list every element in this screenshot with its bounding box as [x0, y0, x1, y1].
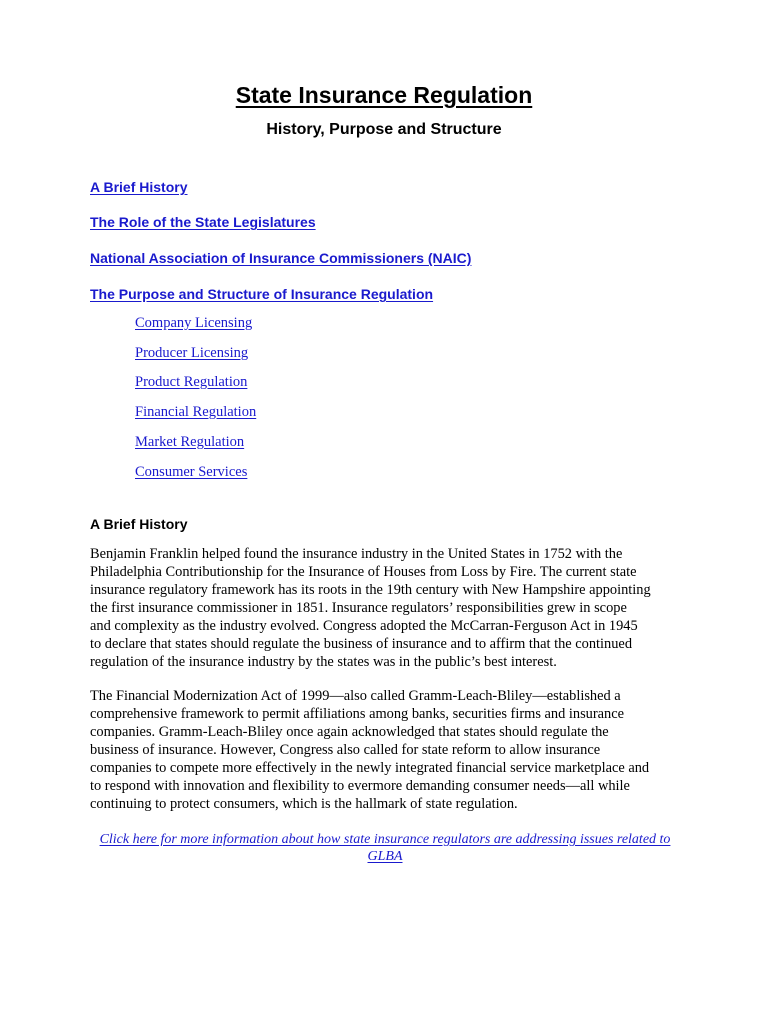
toc-sublink-producer-licensing[interactable]: Producer Licensing	[135, 345, 249, 361]
paragraph-line: the first insurance commissioner in 1851. Insurance regulators’ responsibilities grew in scope	[90, 600, 627, 616]
section-heading: A Brief History	[90, 516, 188, 532]
paragraph-line: comprehensive framework to permit affiliations among banks, securities firms and insurance	[90, 706, 625, 722]
paragraph-line: and complexity as the industry evolved. Congress adopted the McCarran-Ferguson Act in 1945	[90, 618, 638, 634]
toc-link-naic[interactable]: National Association of Insurance Commissioners (NAIC)	[90, 250, 472, 266]
paragraph-line: Philadelphia Contributionship for the Insurance of Houses from Loss by Fire. The current state	[90, 564, 637, 580]
toc-sublink-product-regulation[interactable]: Product Regulation	[135, 374, 248, 390]
paragraph-line: to respond with innovation and flexibility to evermore demanding consumer needs—all while	[90, 778, 630, 794]
paragraph-line: continuing to protect consumers, which is the hallmark of state regulation.	[90, 796, 518, 812]
toc-sublink-financial-regulation[interactable]: Financial Regulation	[135, 404, 257, 420]
paragraph-line: The Financial Modernization Act of 1999—also called Gramm-Leach-Bliley—established a	[90, 688, 621, 704]
paragraph-line: business of insurance. However, Congress also called for state reform to allow insurance	[90, 742, 601, 758]
toc-link-state-legislatures[interactable]: The Role of the State Legislatures	[90, 214, 316, 230]
paragraph-line: companies. Gramm-Leach-Bliley once again acknowledged that states should regulate the	[90, 724, 609, 740]
paragraph-line: insurance regulatory framework has its roots in the 19th century with New Hampshire appointing	[90, 582, 651, 598]
toc-link-purpose-structure[interactable]: The Purpose and Structure of Insurance Regulation	[90, 286, 434, 302]
paragraph-line: companies to compete more effectively in the newly integrated financial service marketplace and	[90, 760, 650, 776]
paragraph-line: regulation of the insurance industry by the states was in the public’s best interest.	[90, 654, 557, 670]
link-line: GLBA	[367, 849, 403, 864]
toc-sublink-market-regulation[interactable]: Market Regulation	[135, 434, 245, 450]
toc-sublink-consumer-services[interactable]: Consumer Services	[135, 464, 248, 480]
link-line: Click here for more information about how state insurance regulators are addressing issues related to	[99, 832, 671, 847]
history-paragraph-1	[90, 545, 690, 671]
page-title: State Insurance Regulation	[235, 82, 533, 108]
paragraph-line: Benjamin Franklin helped found the insurance industry in the United States in 1752 with the	[90, 546, 623, 562]
toc-link-brief-history[interactable]: A Brief History	[90, 179, 188, 195]
history-paragraph-2	[90, 687, 690, 813]
glba-more-info-link[interactable]	[90, 831, 680, 865]
page-subtitle: History, Purpose and Structure	[266, 121, 502, 138]
paragraph-line: to declare that states should regulate the business of insurance and to affirm that the continued	[90, 636, 633, 652]
toc-sublink-company-licensing[interactable]: Company Licensing	[135, 315, 253, 331]
